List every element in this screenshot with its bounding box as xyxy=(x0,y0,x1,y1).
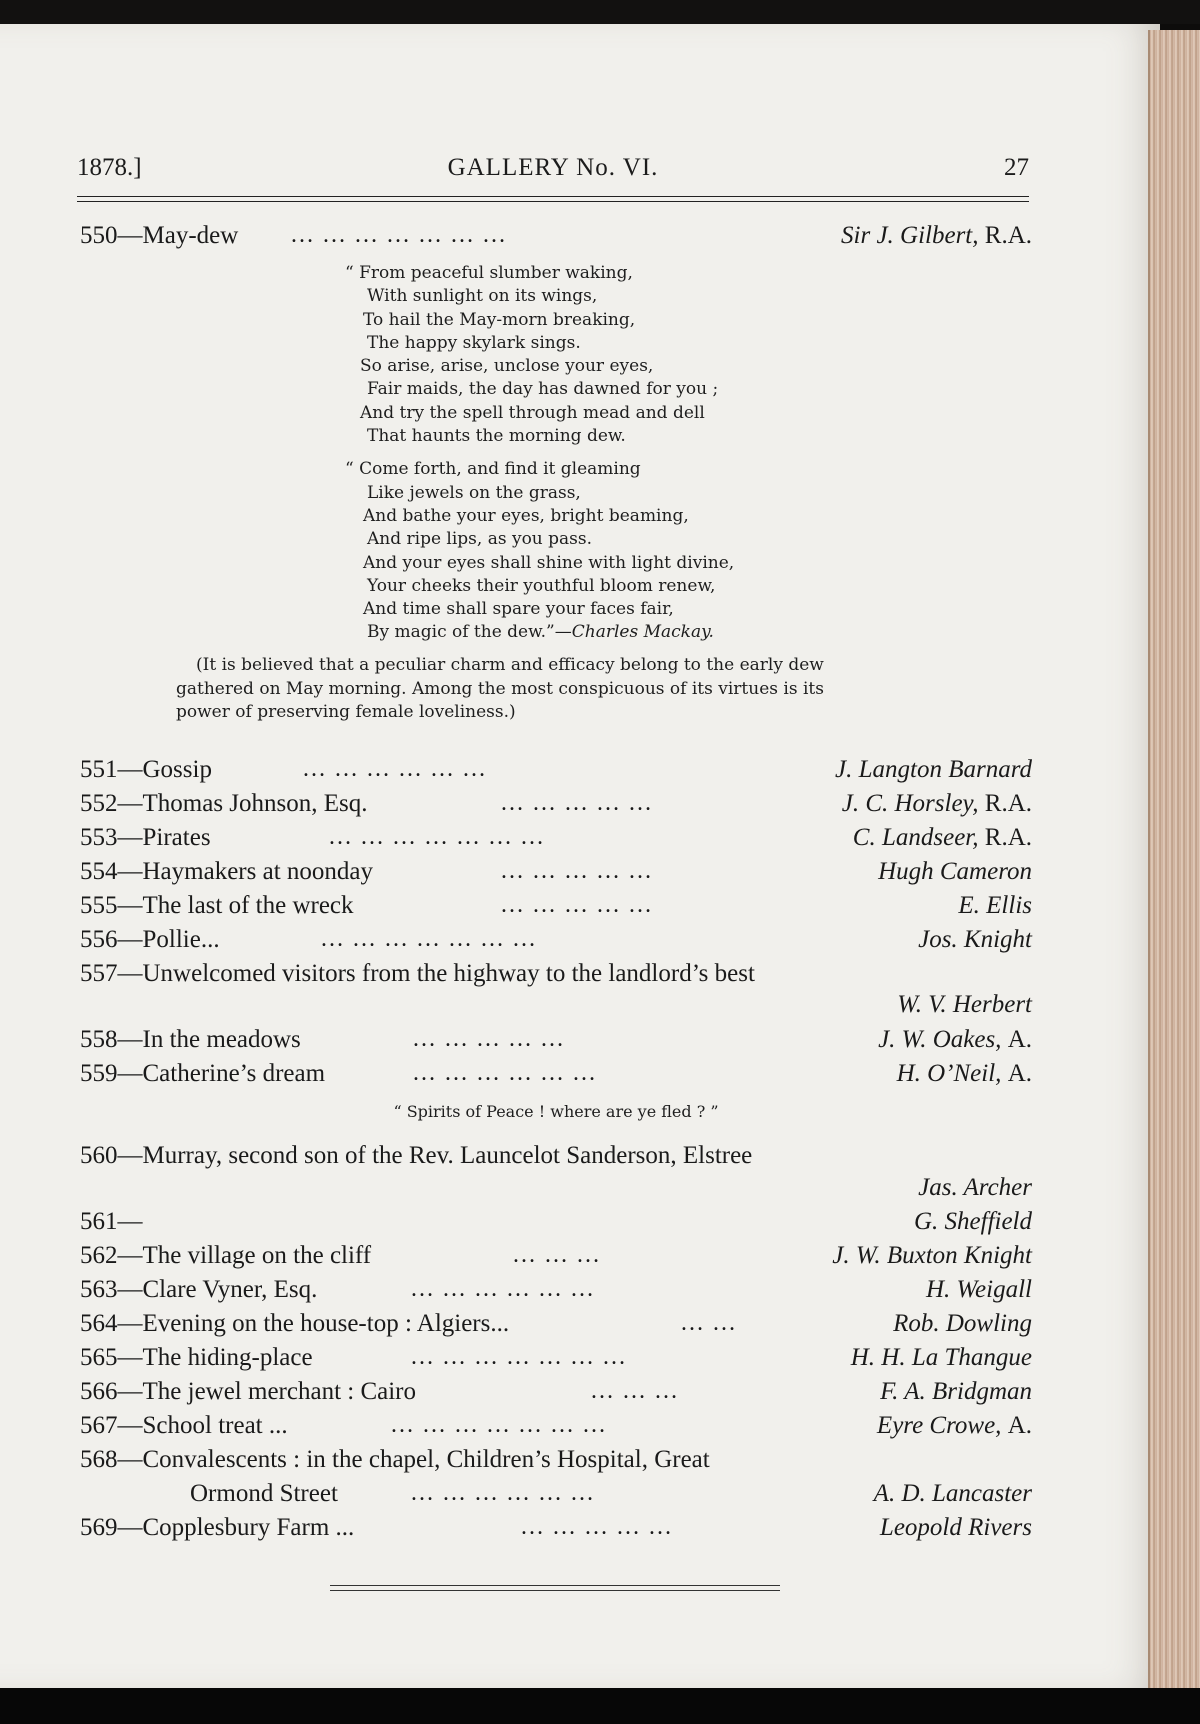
poem-line: “ From peaceful slumber waking, xyxy=(345,263,633,283)
entry-artist: Eyre Crowe, A. xyxy=(876,1412,1032,1439)
leader-dots: … … … … … … xyxy=(410,1480,595,1506)
leader-dots: … … … … … xyxy=(412,1026,565,1052)
leader-dots: … … … … … … … xyxy=(410,1344,627,1370)
leader-dots: … … … xyxy=(590,1378,679,1404)
entry-artist: H. Weigall xyxy=(925,1276,1032,1303)
note-line: power of preserving female loveliness.) xyxy=(176,702,516,722)
poem-line: By magic of the dew.”—Charles Mackay. xyxy=(367,622,714,643)
catalogue-entry-568: 568—Convalescents : in the chapel, Children’s Hospital, Great xyxy=(80,1446,710,1473)
entry-artist: E. Ellis xyxy=(958,892,1032,919)
catalogue-entry-552: 552—Thomas Johnson, Esq. … … … … … J. C. Horsley, R.A. xyxy=(80,790,1032,817)
entry-artist: J. W. Buxton Knight xyxy=(832,1242,1032,1269)
leader-dots: … … … … … xyxy=(500,790,653,816)
leader-dots: … … … … … … … xyxy=(320,926,537,952)
poem-line: And ripe lips, as you pass. xyxy=(367,529,593,550)
catalogue-entry-559: 559—Catherine’s dream … … … … … … H. O’Neil, A. xyxy=(80,1060,1032,1087)
note-line: gathered on May morning. Among the most conspicuous of its virtues is its xyxy=(176,678,824,699)
entry-artist: H. H. La Thangue xyxy=(850,1344,1032,1371)
catalogue-entry-553: 553—Pirates … … … … … … … C. Landseer, R.A. xyxy=(80,824,1032,851)
catalogue-entry-561: 561— G. Sheffield xyxy=(80,1208,1032,1235)
catalogue-entry-566: 566—The jewel merchant : Cairo … … … F. A. Bridgman xyxy=(80,1378,1032,1405)
catalogue-entry-557: 557—Unwelcomed visitors from the highway to the landlord’s best xyxy=(80,960,755,987)
poem-line: And try the spell through mead and dell xyxy=(360,402,705,423)
page-number: 27 xyxy=(1004,154,1029,181)
header-rule xyxy=(77,196,1029,197)
end-rule xyxy=(330,1590,780,1591)
poem-line: The happy skylark sings. xyxy=(367,332,581,353)
note-line: (It is believed that a peculiar charm and efficacy belong to the early dew xyxy=(196,655,824,675)
catalogue-entry-555: 555—The last of the wreck … … … … … E. Ellis xyxy=(80,892,1032,919)
catalogue-entry-565: 565—The hiding-place … … … … … … … H. H. La Thangue xyxy=(80,1344,1032,1371)
leader-dots: … … … … … … xyxy=(302,756,487,782)
poem-author: —Charles Mackay. xyxy=(554,622,714,643)
entry-artist: J. W. Oakes, A. xyxy=(878,1026,1032,1053)
entry-artist: Hugh Cameron xyxy=(878,858,1032,885)
entry-artist: G. Sheffield xyxy=(913,1208,1032,1235)
poem-line: And your eyes shall shine with light divine, xyxy=(363,552,735,573)
scan-border-bottom xyxy=(0,1688,1200,1724)
poem-line: And bathe your eyes, bright beaming, xyxy=(363,505,689,526)
entry-artist: A. D. Lancaster xyxy=(873,1480,1032,1507)
book-page xyxy=(0,24,1160,1688)
header-year: 1878.] xyxy=(77,154,142,181)
leader-dots: … … … … … … … xyxy=(390,1412,607,1438)
entry-artist: Jas. Archer xyxy=(918,1174,1032,1201)
entry-artist: C. Landseer, R.A. xyxy=(852,824,1032,851)
poem-line: So arise, arise, unclose your eyes, xyxy=(360,356,654,377)
entry-artist: W. V. Herbert xyxy=(897,991,1032,1018)
leader-dots: … … … xyxy=(512,1242,601,1268)
poem-line: And time shall spare your faces fair, xyxy=(363,599,674,620)
entry-note xyxy=(176,654,976,725)
catalogue-entry-563: 563—Clare Vyner, Esq. … … … … … … H. Weigall xyxy=(80,1276,1032,1303)
catalogue-entry-551: 551—Gossip … … … … … … J. Langton Barnard xyxy=(80,756,1032,783)
catalogue-entry-564: 564—Evening on the house-top : Algiers... … … Rob. Dowling xyxy=(80,1310,1032,1337)
catalogue-entry-558: 558—In the meadows … … … … … J. W. Oakes, A. xyxy=(80,1026,1032,1053)
poem-line: Your cheeks their youthful bloom renew, xyxy=(367,575,716,596)
entry-title: 550—May-dew xyxy=(80,222,239,249)
catalogue-entry-560: 560—Murray, second son of the Rev. Launcelot Sanderson, Elstree xyxy=(80,1142,753,1169)
poem xyxy=(345,262,905,645)
poem-line: “ Come forth, and find it gleaming xyxy=(345,459,641,480)
leader-dots: … … … … … … xyxy=(410,1276,595,1302)
entry-artist: Rob. Dowling xyxy=(893,1310,1032,1337)
catalogue-entry-556: 556—Pollie... … … … … … … … Jos. Knight xyxy=(80,926,1032,953)
end-rule xyxy=(330,1585,780,1586)
header-rule xyxy=(77,201,1029,202)
leader-dots: … … … … … … … xyxy=(328,824,545,850)
catalogue-entry-562: 562—The village on the cliff … … … J. W. Buxton Knight xyxy=(80,1242,1032,1269)
poem-line: To hail the May-morn breaking, xyxy=(363,309,636,330)
page-header xyxy=(77,154,1029,188)
catalogue-entry-550 xyxy=(80,222,1032,256)
entry-artist: Jos. Knight xyxy=(918,926,1032,953)
leader-dots: … … xyxy=(680,1310,737,1336)
catalogue-entry-567: 567—School treat ... … … … … … … … Eyre Crowe, A. xyxy=(80,1412,1032,1439)
leader-dots: … … … … … xyxy=(500,858,653,884)
catalogue-entry-569: 569—Copplesbury Farm ... … … … … … Leopold Rivers xyxy=(80,1514,1032,1541)
poem-line: Like jewels on the grass, xyxy=(367,482,581,503)
entry-artist: F. A. Bridgman xyxy=(880,1378,1032,1405)
scan-border-top xyxy=(0,0,1200,24)
entry-artist: Sir J. Gilbert, R.A. xyxy=(841,222,1032,249)
page-edges xyxy=(1148,30,1200,1690)
poem-line: Fair maids, the day has dawned for you ; xyxy=(367,379,719,400)
entry-artist: J. C. Horsley, R.A. xyxy=(841,790,1032,817)
entry-artist: J. Langton Barnard xyxy=(835,756,1032,783)
catalogue-entry-554: 554—Haymakers at noonday … … … … … Hugh Cameron xyxy=(80,858,1032,885)
poem-line: That haunts the morning dew. xyxy=(367,426,626,447)
entry-quote: “ Spirits of Peace ! where are ye fled ? ” xyxy=(393,1102,719,1121)
catalogue-entry-568-cont: Ormond Street … … … … … … A. D. Lancaster xyxy=(190,1480,1032,1507)
entry-artist: H. O’Neil, A. xyxy=(896,1060,1032,1087)
leader-dots: … … … … … … … xyxy=(290,222,507,248)
leader-dots: … … … … … xyxy=(520,1514,673,1540)
header-title: GALLERY No. VI. xyxy=(447,154,659,181)
entry-artist: Leopold Rivers xyxy=(879,1514,1032,1541)
poem-line: With sunlight on its wings, xyxy=(367,286,598,307)
leader-dots: … … … … … xyxy=(500,892,653,918)
leader-dots: … … … … … … xyxy=(412,1060,597,1086)
